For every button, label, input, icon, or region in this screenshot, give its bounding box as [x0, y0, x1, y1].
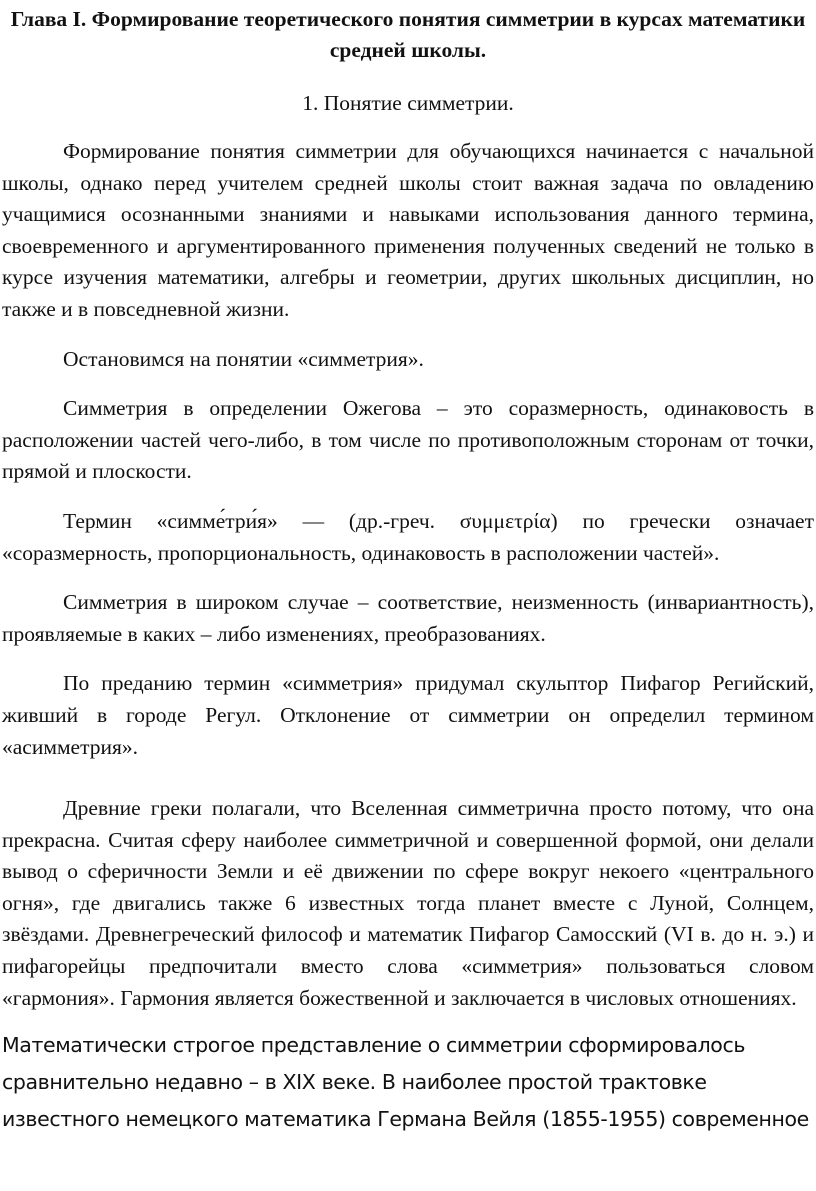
paragraph-ancient-greeks: Древние греки полагали, что Вселенная симметрична просто потому, что она прекрасна. Считая сферу наиболее симметричной и совершенной формой, они делали вывод о сферичности Земли и её движении по сфере вокруг некоего «центрального огня», где двигались также 6 известных тогда планет вместе с Луной, Солнцем, звёздами. Древнегреческий философ и математик Пифагор Самосский (VI в. до н. э.) и пифагорейцы предпочитали вместо слова «симметрия» пользоваться словом «гармония». Гармония является божественной и заключается в числовых отношениях. — [2, 796, 814, 1010]
paragraph-focus: Остановимся на понятии «симметрия». — [63, 346, 424, 371]
paragraph-pythagoras-regian: По преданию термин «симметрия» придумал скульптор Пифагор Регийский, живший в городе Регул. Отклонение от симметрии он определил термином «асимметрия». — [2, 671, 814, 759]
paragraph-ozhegov-definition: Симметрия в определении Ожегова – это соразмерность, одинаковость в расположении частей чего-либо, в том числе по противоположным сторонам от точки, прямой и плоскости. — [2, 396, 814, 484]
paragraph-weyl: Математически строгое представление о симметрии сформировалось сравнительно недавно – в XIX веке. В наиболее простой трактовке известного немецкого математика Германа Вейля (1855-1955) современное — [2, 1033, 809, 1132]
section-title: 1. Понятие симметрии. — [302, 91, 514, 115]
paragraph-formation: Формирование понятия симметрии для обучающихся начинается с начальной школы, однако перед учителем средней школы стоит важная задача по овладению учащимися осознанными знаниями и навыками использования данного термина, своевременного и аргументированного применения полученных сведений не только в курсе изучения математики, алгебры и геометрии, других школьных дисциплин, но также и в повседневной жизни. — [2, 139, 814, 321]
paragraph-greek-term: Термин «симме́три́я» — (др.-греч. συμμετρία) по гречески означает «соразмерность, пропорциональность, одинаковость в расположении частей». — [2, 508, 814, 565]
chapter-title: Глава I. Формирование теоретического понятия симметрии в курсах математики средней школы. — [10, 7, 806, 62]
paragraph-broad-sense: Симметрия в широком случае – соответствие, неизменность (инвариантность), проявляемые в каких – либо изменениях, преобразованиях. — [2, 590, 814, 646]
